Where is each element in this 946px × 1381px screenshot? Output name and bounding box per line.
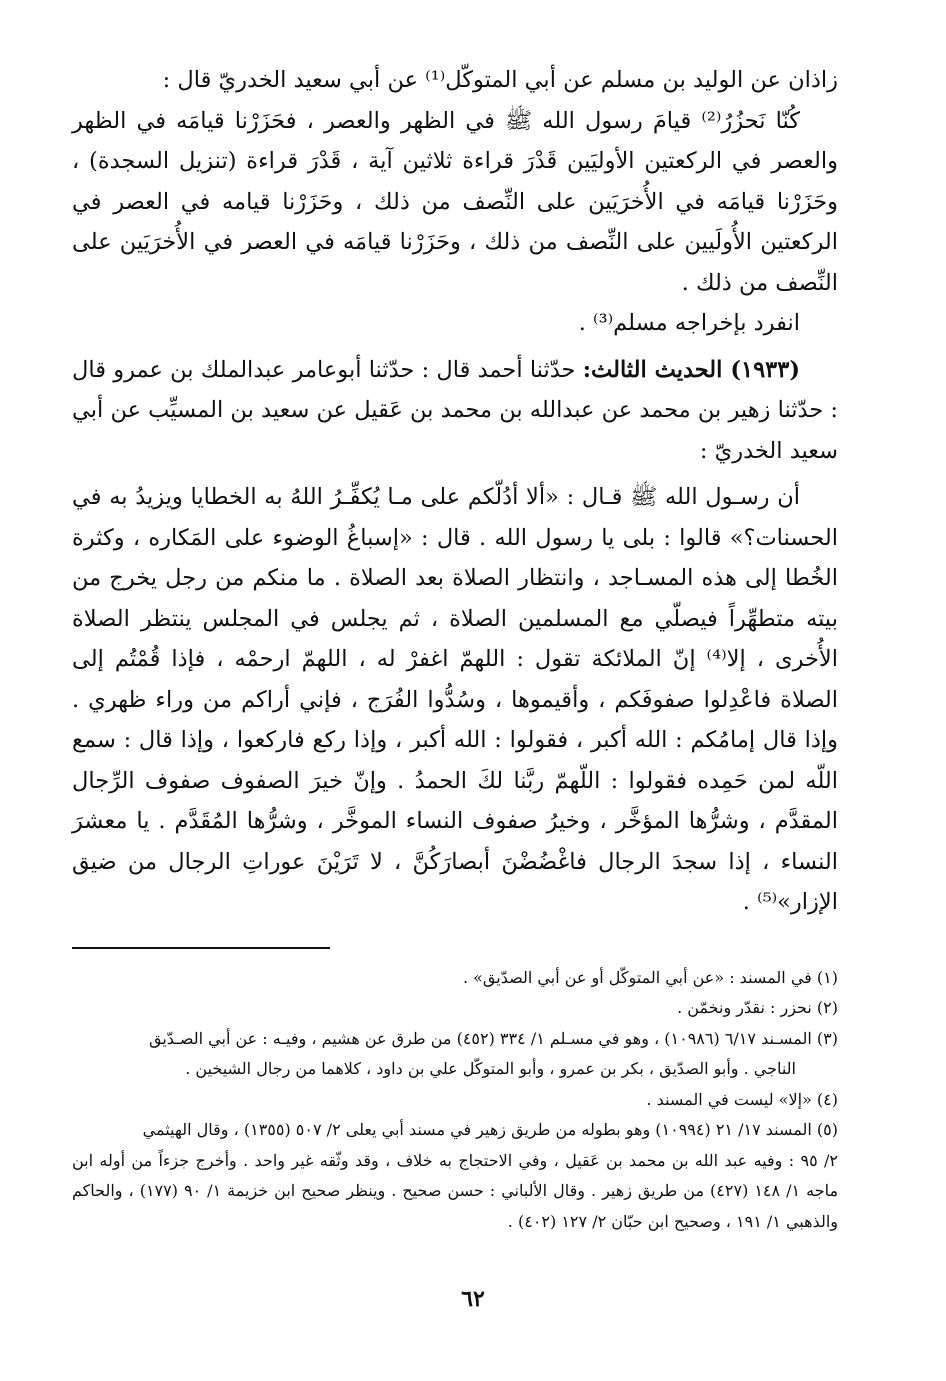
footnote-1: (١) في المسند : «عن أبي المتوكّل أو عن أبي الصدّيق» .: [462, 967, 838, 987]
footnote-3-line-2: الناجي . وأبو الصدّيق ، بكر بن عمرو ، وأبو المتوكّل علي بن داود ، كلاهما من رجال الشيخين .: [185, 1059, 796, 1078]
footnote-5: [72, 1115, 838, 1237]
hadith-isnad: حدّثنا أحمد قال : حدّثنا أبوعامر عبدالملك بن عمرو قال : حدّثنا زهير بن محمد عن عبدالله بن محمد بن عَقيل عن سعيد بن المسيِّب عن أبي سعيد الخدريّ :: [72, 356, 838, 464]
footnote-divider: [72, 947, 330, 949]
footnote-5-continuation: ٢/ ٩٥ : وفيه عبد الله بن محمد بن عَقيل ، وفي الاحتجاج به خلاف ، وقد وثّقه غير واحد . وأخرج جزءاً من أوله ابن ماجه ١/ ١٤٨ (٤٢٧) من طريق زهير . وقال الألباني : حسن صحيح . وينظر صحيح ابن خزيمة ١/ ٩٠ (١٧٧) ، والحاكم والذهبي ١/ ١٩١ ، وصحيح ابن حبّان ٢/ ١٢٧ (٤٠٢) .: [72, 1150, 839, 1231]
paragraph-hadith-matn: أن رسـول الله ﷺ قـال : «ألا أدُلّكم على مـا يُكفِّـرُ اللهُ به الخطايا ويزيدُ به في الحسنات؟» قالوا : بلى يا رسول الله . قال : «إسباغُ الوضوء على المَكاره ، وكثرة الخُطا إلى هذه المسـاجد ، وانتظار الصلاة بعد الصلاة . ما منكم من رجل يخرج من بيته متطهِّراً فيصلّي مع المسلمين الصلاة ، ثم يجلس في المجلس ينتظر الصلاة الأُخرى ، إلا⁽⁴⁾ إنّ الملائكة تقول : اللهمّ اغفرْ له ، اللهمّ ارحمْه ، فإذا قُمْتُم إلى الصلاة فاعْدِلوا صفوفَكم ، وأقيموها ، وسُدُّوا الفُرَج ، فإني أراكم من وراء ظهري . وإذا قال إمامُكم : الله أكبر ، فقولوا : الله أكبر ، وإذا ركع فاركعوا ، وإذا قال : سمع اللّه لمن حَمِده فقولوا : اللّهمّ ربَّنا لكَ الحمدُ . وإنّ خيرَ الصفوف صفوف الرِّجال المقدَّم ، وشرُّها المؤخَّر ، وخيرُ صفوف النساء الموخَّر ، وشرُّها المُقَدَّم . يا معشرَ النساء ، إذا سجدَ الرجال فاغْضُضْنَ أبصارَكُنَّ ، لا تَرَيْنَ عوراتِ الرجال من ضيق الإزار»⁽⁵⁾ .: [72, 484, 838, 915]
paragraph-takhrij-note: انفرد بإخراجه مسلم⁽³⁾ .: [578, 310, 800, 336]
paragraph-hadith-text: كُنّا نَحزُرُ⁽²⁾ قيامَ رسول الله ﷺ في الظهر والعصر ، فحَزَرْنا قيامَه في الظهر والعصر في الركعتين الأوليَين قَدْرَ قراءة ثلاثين آية ، قَدْرَ قراءة (تنزيل السجدة) ، وحَزَرْنا قيامَه في الأُخرَيَين على النِّصف من ذلك ، وحَزَرْنا قيامه في العصر في الركعتين الأُولَيين على النِّصف من ذلك ، وحَزَرْنا قيامَه في العصر في الأُخرَيَين على النِّصف من ذلك .: [72, 107, 838, 296]
hadith-number-heading: (١٩٣٣) الحديث الثالث:: [582, 356, 800, 383]
footnote-5-line-1: (٥) المسند ١٧/ ٢١ (١٠٩٩٤) وهو بطوله من طريق زهير في مسند أبي يعلى ٢/ ٥٠٧ (١٣٥٥) ، وقال الهيثمي: [142, 1120, 838, 1139]
hadith-heading-paragraph: [72, 350, 838, 472]
footnote-2: (٢) نحزر : نقدّر ونخمّن .: [677, 998, 838, 1017]
footnotes: [72, 963, 838, 1238]
footnote-4: (٤) «إلا» ليست في المسند .: [646, 1089, 838, 1109]
footnote-3-line-1: (٣) المسـند ٦/١٧ (١٠٩٨٦) ، وهو في مسـلم ١/ ٣٣٤ (٤٥٢) من طرق عن هشيم ، وفيـه : عن أبي الصـدّيق: [149, 1028, 838, 1048]
page-number: ٦٢: [461, 1286, 485, 1312]
paragraph-isnad-continuation: زاذان عن الوليد بن مسلم عن أبي المتوكّل⁽¹⁾ عن أبي سعيد الخدريّ قال :: [162, 67, 838, 93]
footnote-3: [72, 1024, 838, 1085]
